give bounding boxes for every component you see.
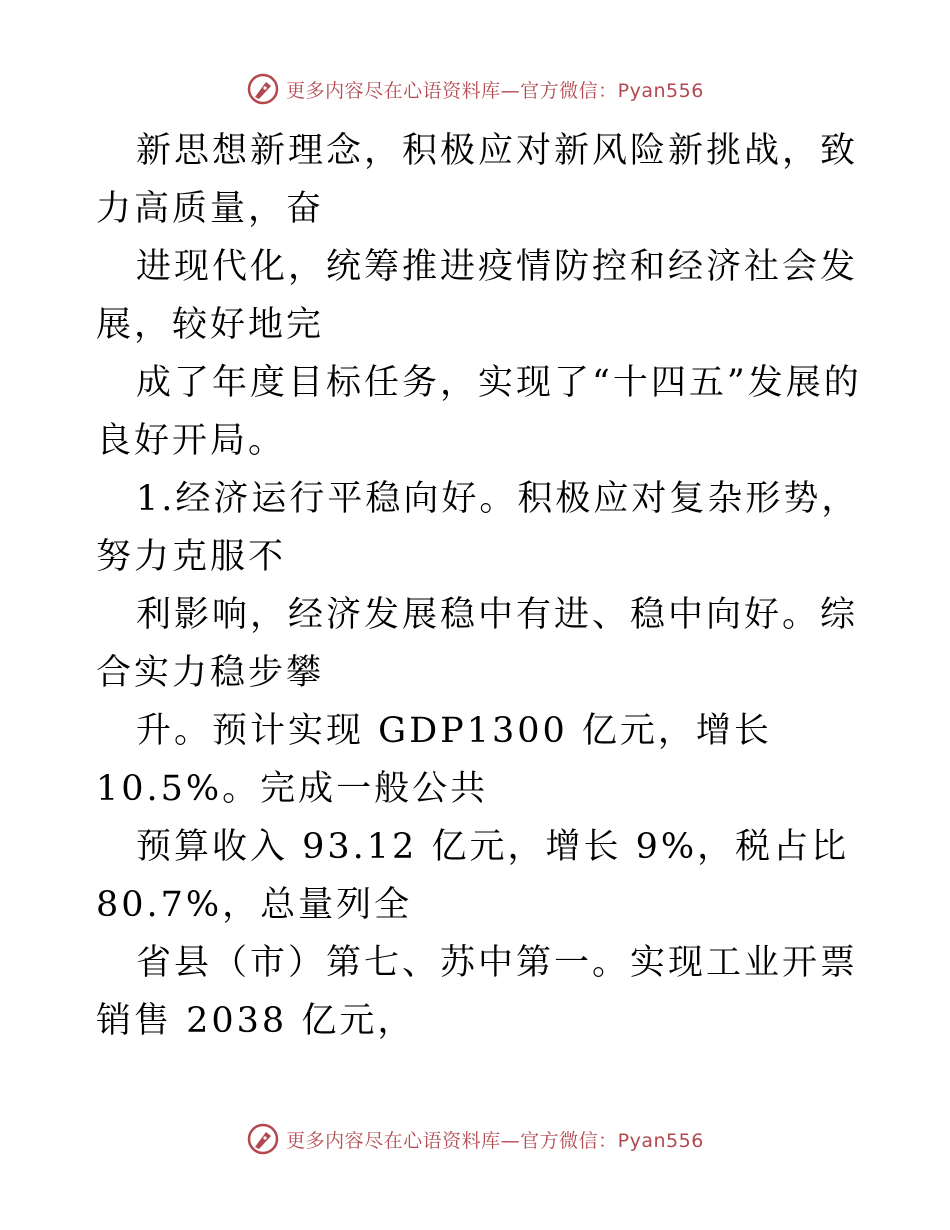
paragraph: 进现代化，统筹推进疫情防控和经济社会发展，较好地完 xyxy=(96,247,859,345)
paragraph: 成了年度目标任务，实现了“十四五”发展的良好开局。 xyxy=(96,363,862,461)
header-watermark xyxy=(0,72,950,106)
paragraph: 1.经济运行平稳向好。积极应对复杂形势，努力克服不 xyxy=(96,479,860,577)
pen-nib-circle-icon xyxy=(246,72,280,106)
document-body xyxy=(96,122,866,1050)
pen-nib-circle-icon xyxy=(246,1122,280,1156)
paragraph: 省县（市）第七、苏中第一。实现工业开票销售 2038 亿元， xyxy=(96,943,859,1041)
watermark-text: 更多内容尽在心语资料库—官方微信：Pyan556 xyxy=(286,79,704,102)
paragraph: 预算收入 93.12 亿元，增长 9%，税占比 80.7%，总量列全 xyxy=(96,827,850,925)
paragraph: 新思想新理念，积极应对新风险新挑战，致力高质量，奋 xyxy=(96,131,859,229)
paragraph: 升。预计实现 GDP1300 亿元，增长 10.5%。完成一般公共 xyxy=(96,711,772,809)
paragraph: 利影响，经济发展稳中有进、稳中向好。综合实力稳步攀 xyxy=(96,595,859,693)
footer-watermark xyxy=(0,1122,950,1156)
watermark-text: 更多内容尽在心语资料库—官方微信：Pyan556 xyxy=(286,1129,704,1152)
